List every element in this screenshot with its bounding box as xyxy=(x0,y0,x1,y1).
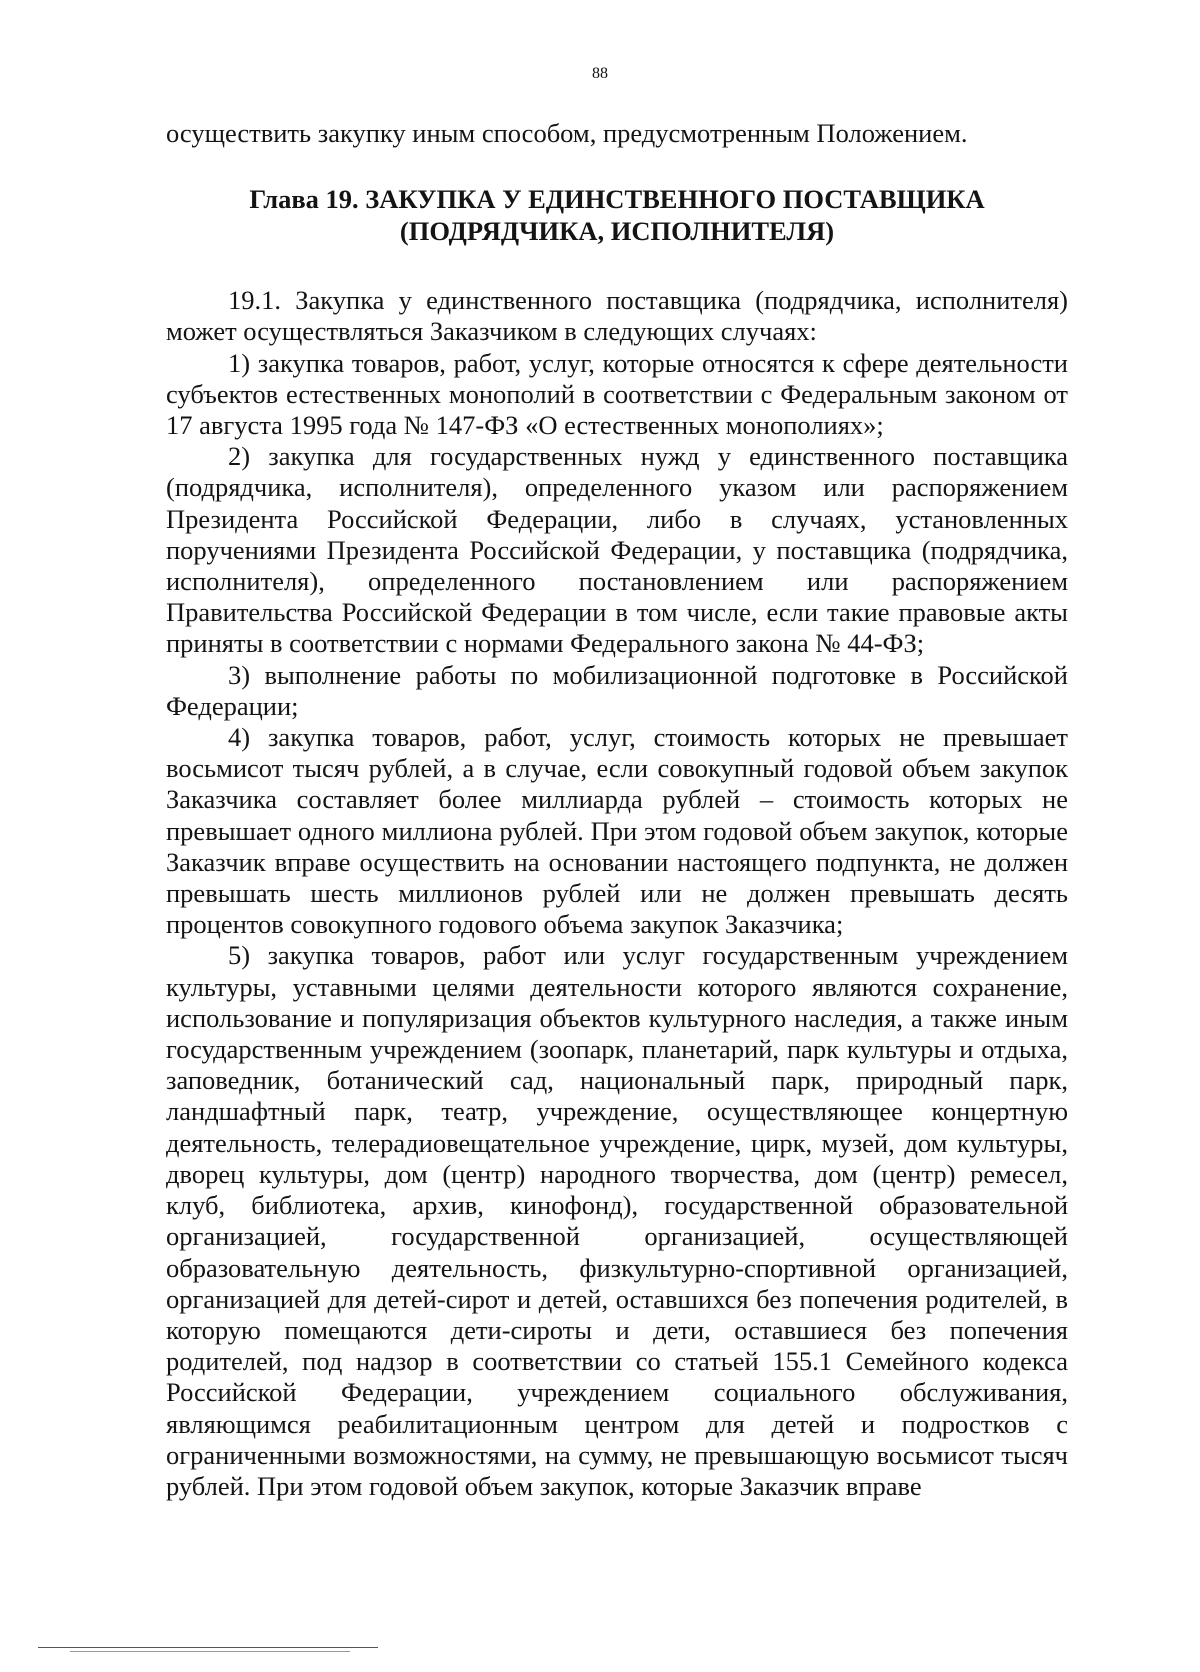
page-number: 88 xyxy=(592,65,608,82)
paragraph-item-4: 4) закупка товаров, работ, услуг, стоимость которых не превышает восьмисот тысяч рублей, а в случае, если совокупный годовой объем закупок Заказчика составляет более миллиарда рублей – стоимость которых не превышает одного миллиона рублей. При этом годовой объем закупок, которые Заказчик вправе осуществить на основании настоящего подпункта, не должен превышать шесть миллионов рублей или не должен превышать десять процентов совокупного годового объема закупок Заказчика; xyxy=(166,722,1068,940)
footer-rule xyxy=(38,1647,378,1648)
chapter-title-line-2: (ПОДРЯДЧИКА, ИСПОЛНИТЕЛЯ) xyxy=(399,216,835,247)
chapter-title xyxy=(166,183,1068,247)
paragraph-item-2: 2) закупка для государственных нужд у единственного поставщика (подрядчика, исполнителя), определенного указом или распоряжением Президента Российской Федерации, либо в случаях, установленных поручениями Президента Российской Федерации, у поставщика (подрядчика, исполнителя), определенного постановлением или распоряжением Правительства Российской Федерации в том числе, если такие правовые акты приняты в соответствии с нормами Федерального закона № 44-ФЗ; xyxy=(166,441,1068,659)
footer-rule-secondary xyxy=(70,1651,350,1652)
paragraph-19-1: 19.1. Закупка у единственного поставщика (подрядчика, исполнителя) может осуществляться Заказчиком в следующих случаях: xyxy=(166,285,1068,347)
chapter-title-line-1: Глава 19. ЗАКУПКА У ЕДИНСТВЕННОГО ПОСТАВЩИКА xyxy=(249,184,985,215)
paragraph-item-3: 3) выполнение работы по мобилизационной подготовке в Российской Федерации; xyxy=(166,659,1068,721)
paragraph-item-5: 5) закупка товаров, работ или услуг государственным учреждением культуры, уставными целями деятельности которого являются сохранение, использование и популяризация объектов культурного наследия, а также иным государственным учреждением (зоопарк, планетарий, парк культуры и отдыха, заповедник, ботанический сад, национальный парк, природный парк, ландшафтный парк, театр, учреждение, осуществляющее концертную деятельность, телерадиовещательное учреждение, цирк, музей, дом культуры, дворец культуры, дом (центр) народного творчества, дом (центр) ремесел, клуб, библиотека, архив, кинофонд), государственной образовательной организацией, государственной организацией, осуществляющей образовательную деятельность, физкультурно-спортивной организацией, организацией для детей-сирот и детей, оставшихся без попечения родителей, в которую помещаются дети-сироты и дети, оставшиеся без попечения родителей, под надзор в соответствии со статьей 155.1 Семейного кодекса Российской Федерации, учреждением социального обслуживания, являющимся реабилитационным центром для детей и подростков с ограниченными возможностями, на сумму, не превышающую восьмисот тысяч рублей. При этом годовой объем закупок, которые Заказчик вправе xyxy=(166,940,1068,1501)
paragraph-item-1: 1) закупка товаров, работ, услуг, которые относятся к сфере деятельности субъектов естественных монополий в соответствии с Федеральным законом от 17 августа 1995 года № 147-ФЗ «О естественных монополиях»; xyxy=(166,347,1068,441)
lead-line: осуществить закупку иным способом, предусмотренным Положением. xyxy=(166,118,968,148)
document-body xyxy=(166,118,1068,1502)
